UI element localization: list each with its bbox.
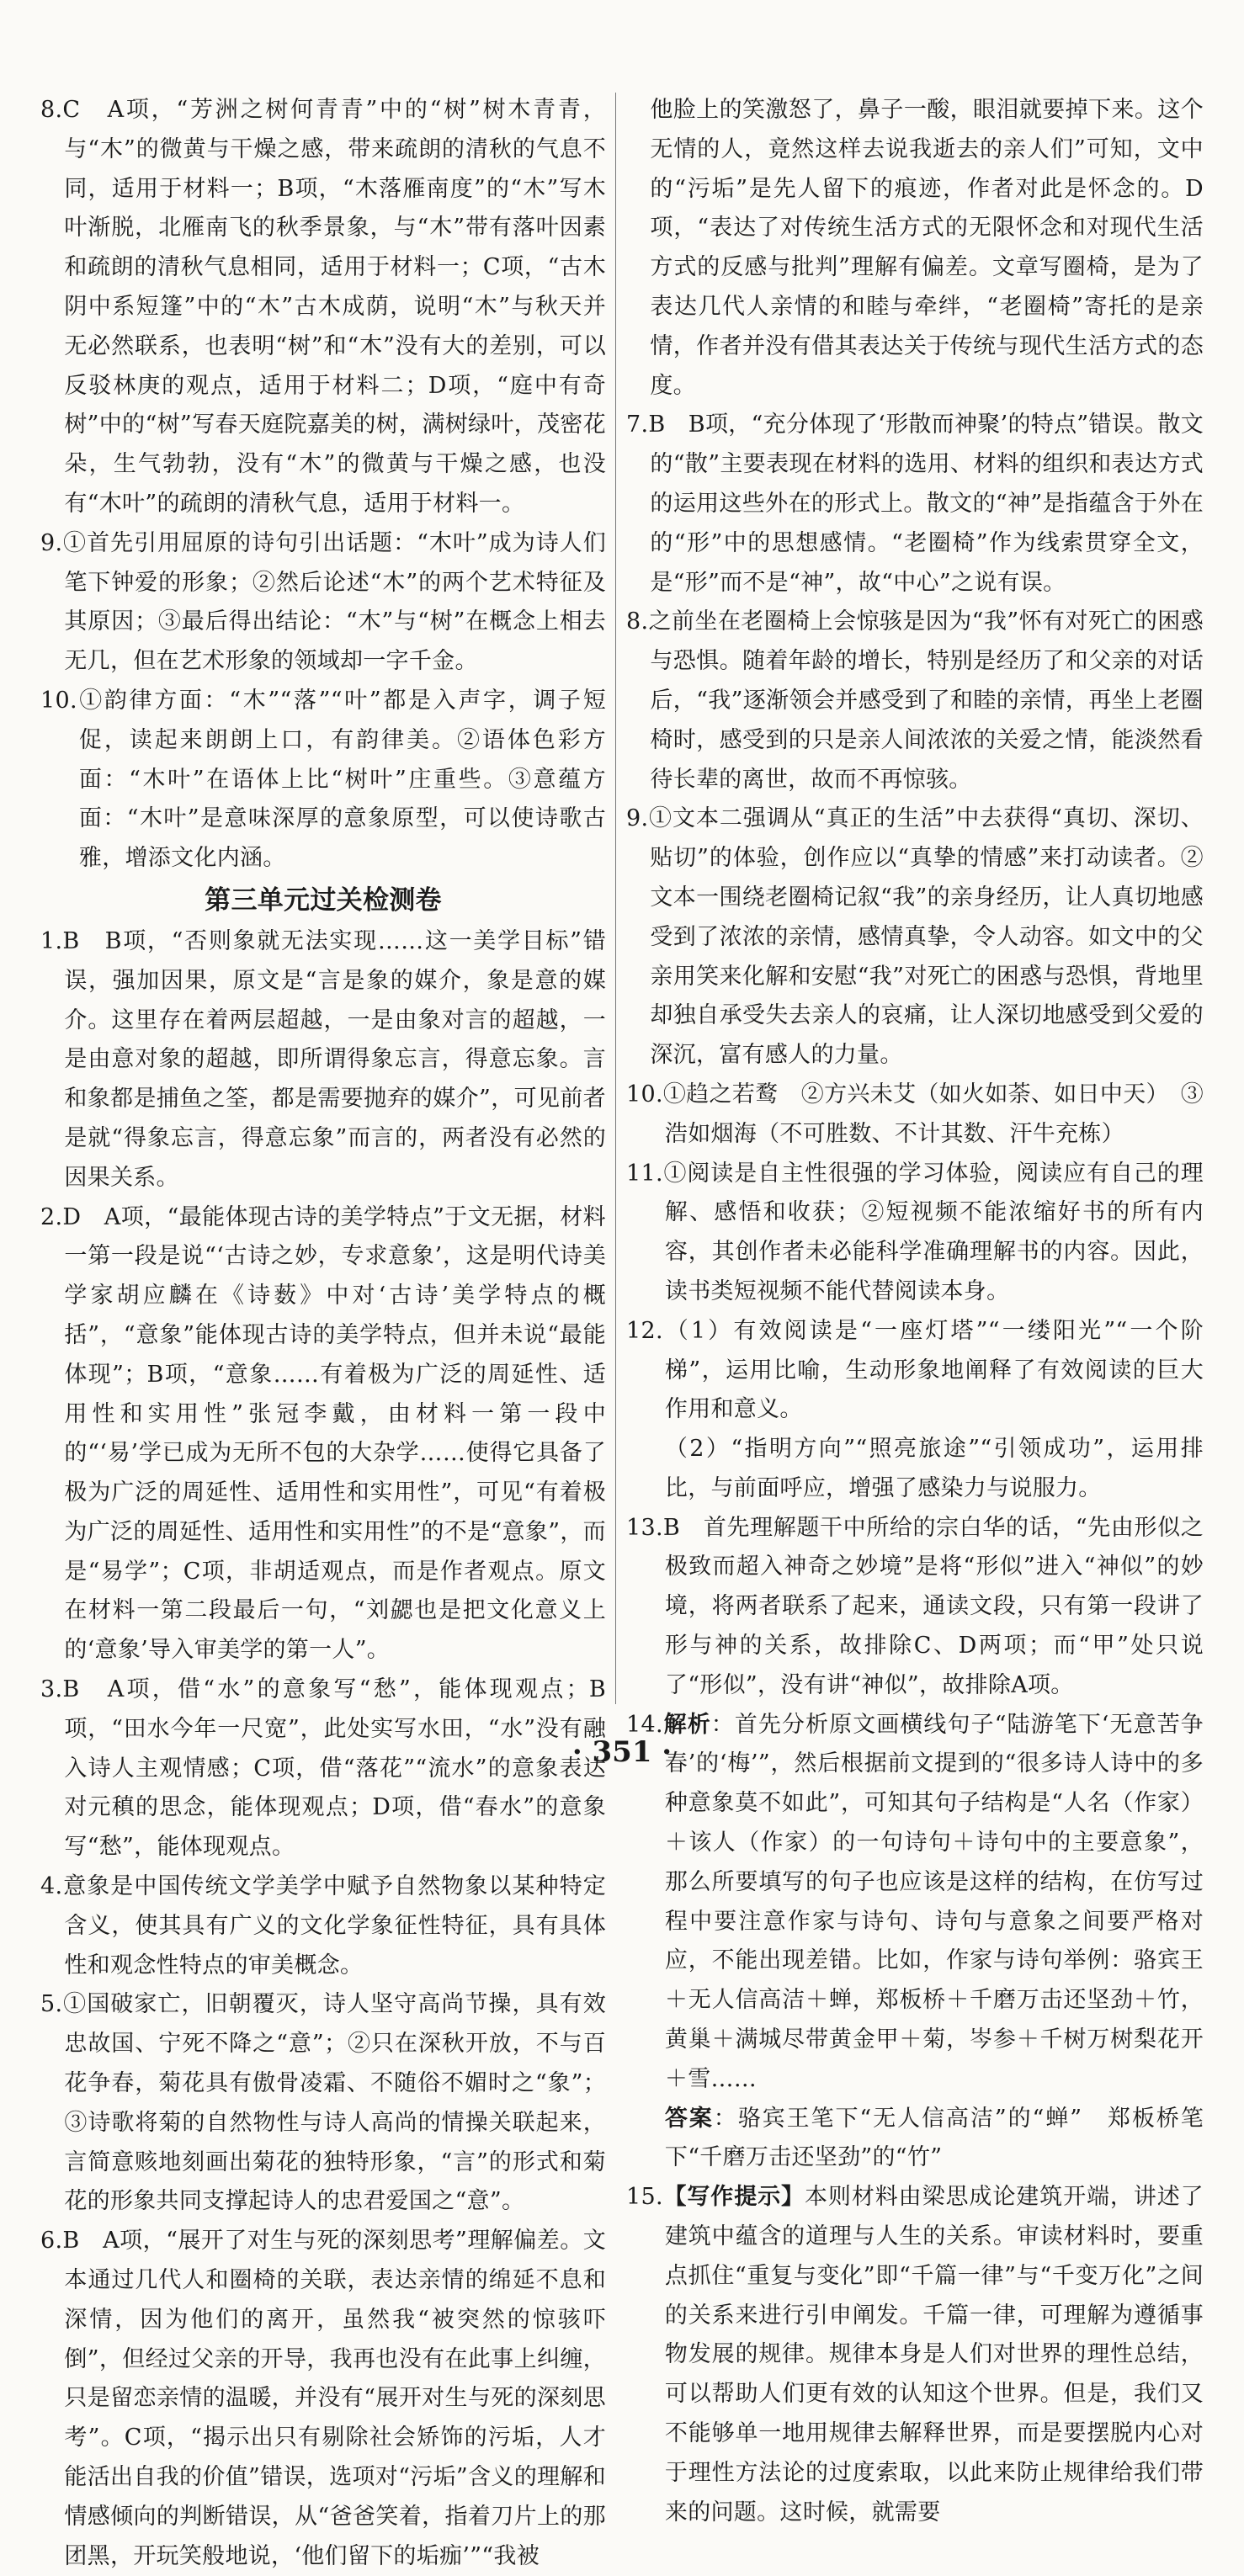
writing-tip-label: 【写作提示】 [662, 2184, 805, 2211]
unit3-answer-15 [626, 2178, 1204, 2532]
left-column [40, 91, 606, 2576]
unit3-answer-11: 11.①阅读是自主性很强的学习体验，阅读应有自己的理解、感悟和收获；②短视频不能浓缩好书的所有内容，其创作者未必能科学准确理解书的内容。因此，读书类短视频不能代替阅读本身。 [626, 1160, 1204, 1304]
writing-tip-text: 本则材料由梁思成论建筑开端，讲述了建筑中蕴含的道理与人生的关系。审读材料时，要重点抓住“重复与变化”即“千篇一律”与“千变万化”之间的关系来进行引申阐发。千篇一律，可理解为遵循事物发展的规律。规律本身是人们对世界的理性总结，可以帮助人们更有效的认知这个世界。但是，我们又不能够单一地用规律去解释世界，而是要摆脱内心对于理性方法论的过度索取，以此来防止规律给我们带来的问题。这时候，就需要 [664, 2184, 1204, 2526]
unit3-answer-14-answer [626, 2100, 1204, 2179]
analysis-text: ：首先分析原文画横线句子“陆游笔下‘无意苦争春’的‘梅’”，然后根据前文提到的“很多诗人诗中的多种意象莫不如此”，可知其句子结构是“人名（作家）＋该人（作家）的一句诗句＋诗句中的主要意象”，那么所要填写的句子也应该是这样的结构，在仿写过程中要注意作家与诗句、诗句与意象之间要严格对应，不能出现差错。比如，作家与诗句举例：骆宾王＋无人信高洁＋蝉，郑板桥＋千磨万击还坚劲＋竹，黄巢＋满城尽带黄金甲＋菊，岑参＋千树万树梨花开＋雪…… [664, 1711, 1204, 2092]
page-number: · 351 · [571, 1735, 673, 1769]
answer-text: ：骆宾王笔下“无人信高洁”的“蝉” 郑板桥笔下“千磨万击还坚劲”的“竹” [664, 2105, 1204, 2171]
unit3-answer-3: 3.B A项，借“水”的意象写“愁”，能体现观点；B项，“田水今年一尺宽”，此处实写水田，“水”没有融入诗人主观情感；C项，借“落花”“流水”的意象表达对元稹的思念，能体现观点；D项，借“春水”的意象写“愁”，能体现观点。 [40, 1676, 606, 1861]
answer-8: 8.C A项，“芳洲之树何青青”中的“树”树木青青，与“木”的微黄与干燥之感，带来疏朗的清秋的气息不同，适用于材料一；B项，“木落雁南度”的“木”写木叶渐脱，北雁南飞的秋季景象，与“木”带有落叶因素和疏朗的清秋气息相同，适用于材料一；C项，“古木阴中系短篷”中的“木”古木成荫，说明“木”与秋天并无必然联系，也表明“树”和“木”没有大的差别，可以反驳林庚的观点，适用于材料二；D项，“庭中有奇树”中的“树”写春天庭院嘉美的树，满树绿叶，茂密花朵，生气勃勃，没有“木”的微黄与干燥之感，也没有“木叶”的疏朗的清秋气息，适用于材料一。 [40, 97, 606, 517]
unit3-answer-7: 7.B B项，“充分体现了‘形散而神聚’的特点”错误。散文的“散”主要表现在材料的选用、材料的组织和表达方式的运用这些外在的形式上。散文的“神”是指蕴含于外在的“形”中的思想感情。“老圈椅”作为线索贯穿全文，是“形”而不是“神”，故“中心”之说有误。 [626, 412, 1204, 596]
analysis-label: 解析 [662, 1711, 711, 1738]
right-column [626, 91, 1204, 2532]
unit3-answer-13: 13.B 首先理解题干中所给的宗白华的话，“先由形似之极致而超入神奇之妙境”是将“形似”进入“神似”的妙境，将两者联系了起来，通读文段，只有第一段讲了形与神的关系，故排除C、D两项；而“甲”处只说了“形似”，没有讲“神似”，故排除A项。 [626, 1514, 1204, 1698]
unit3-answer-8: 8.之前坐在老圈椅上会惊骇是因为“我”怀有对死亡的困惑与恐惧。随着年龄的增长，特别是经历了和父亲的对话后，“我”逐渐领会并感受到了和睦的亲情，再坐上老圈椅时，感受到的只是亲人间浓浓的关爱之情，能淡然看待长辈的离世，故而不再惊骇。 [626, 608, 1204, 793]
section-title: 第三单元过关检测卷 [205, 884, 442, 916]
unit3-answer-10: 10.①趋之若鹜 ②方兴未艾（如火如荼、如日中天） ③浩如烟海（不可胜数、不计其数、汗牛充栋） [626, 1081, 1204, 1147]
column-divider [615, 93, 616, 1704]
answer-15-number: 15. [626, 2184, 663, 2211]
answer-10: 10.①韵律方面：“木”“落”“叶”都是入声字，调子短促，读起来朗朗上口，有韵律美。②语体色彩方面：“木叶”在语体上比“树叶”庄重些。③意蕴方面：“木叶”是意味深厚的意象原型，可以使诗歌古雅，增添文化内涵。 [40, 687, 606, 872]
unit3-answer-6: 6.B A项，“展开了对生与死的深刻思考”理解偏差。文本通过几代人和圈椅的关联，表达亲情的绵延不息和深情，因为他们的离开，虽然我“被突然的惊骇吓倒”，但经过父亲的开导，我再也没有在此事上纠缠，只是留恋亲情的温暖，并没有“展开对生与死的深刻思考”。C项，“揭示出只有剔除社会矫饰的污垢，人才能活出自我的价值”错误，选项对“污垢”含义的理解和情感倾向的判断错误，从“爸爸笑着，指着刀片上的那团黑，开玩笑般地说，‘他们留下的垢痂’”“我被 [40, 2228, 606, 2569]
unit3-answer-14: 14.解析：首先分析原文画横线句子“陆游笔下‘无意苦争春’的‘梅’”，然后根据前文提到的“很多诗人诗中的多种意象莫不如此”，可知其句子结构是“人名（作家）＋该人（作家）的一句诗句＋诗句中的主要意象”，那么所要填写的句子也应该是这样的结构，在仿写过程中要注意作家与诗句、诗句与意象之间要严格对应，不能出现差错。比如，作家与诗句举例：骆宾王＋无人信高洁＋蝉，郑板桥＋千磨万击还坚劲＋竹，黄巢＋满城尽带黄金甲＋菊，岑参＋千树万树梨花开＋雪…… [626, 1711, 1204, 2092]
answer-9: 9.①首先引用屈原的诗句引出话题：“木叶”成为诗人们笔下钟爱的形象；②然后论述“木”的两个艺术特征及其原因；③最后得出结论：“木”与“树”在概念上相去无几，但在艺术形象的领域却一字千金。 [40, 529, 606, 675]
unit3-answer-5: 5.①国破家亡，旧朝覆灭，诗人坚守高尚节操，具有效忠故国、宁死不降之“意”；②只在深秋开放，不与百花争春，菊花具有傲骨凌霜、不随俗不媚时之“象”；③诗歌将菊的自然物性与诗人高尚的情操关联起来，言简意赅地刻画出菊花的独特形象，“言”的形式和菊花的形象共同支撑起诗人的忠君爱国之“意”。 [40, 1991, 606, 2215]
unit3-answer-12-part2: （2）“指明方向”“照亮旅途”“引领成功”，运用排比，与前面呼应，增强了感染力与说服力。 [664, 1436, 1204, 1501]
unit3-answer-12-part1: 12.（1）有效阅读是“一座灯塔”“一缕阳光”“一个阶梯”，运用比喻，生动形象地阐释了有效阅读的巨大作用和意义。 [626, 1317, 1204, 1423]
unit3-answer-4: 4.意象是中国传统文学美学中赋予自然物象以某种特定含义，使其具有广义的文化学象征性特征，具有具体性和观念性特点的审美概念。 [40, 1873, 606, 1978]
unit3-answer-1: 1.B B项，“否则象就无法实现……这一美学目标”错误，强加因果，原文是“言是象的媒介，象是意的媒介。这里存在着两层超越，一是由象对言的超越，一是由意对象的超越，即所谓得象忘言，得意忘象。言和象都是捕鱼之筌，都是需要抛弃的媒介”，可见前者是就“得象忘言，得意忘象”而言的，两者没有必然的因果关系。 [40, 927, 606, 1191]
answer-label: 答案 [664, 2105, 714, 2132]
unit3-answer-6-continued: 他脸上的笑激怒了，鼻子一酸，眼泪就要掉下来。这个无情的人，竟然这样去说我逝去的亲人们”可知，文中的“污垢”是先人留下的痕迹，作者对此是怀念的。D项，“表达了对传统生活方式的无限怀念和对现代生活方式的反感与批判”理解有偏差。文章写圈椅，是为了表达几代人亲情的和睦与牵绊，“老圈椅”寄托的是亲情，作者并没有借其表达关于传统与现代生活方式的态度。 [650, 97, 1204, 399]
unit3-answer-9: 9.①文本二强调从“真正的生活”中去获得“真切、深切、贴切”的体验，创作应以“真挚的情感”来打动读者。②文本一围绕老圈椅记叙“我”的亲身经历，让人真切地感受到了浓浓的亲情，感情真挚，令人动容。如文中的父亲用笑来化解和安慰“我”对死亡的困惑与恐惧，背地里却独自承受失去亲人的哀痛，让人深切地感受到父爱的深沉，富有感人的力量。 [626, 805, 1204, 1069]
unit3-answer-2: 2.D A项，“最能体现古诗的美学特点”于文无据，材料一第一段是说“‘古诗之妙，专求意象’，这是明代诗美学家胡应麟在《诗薮》中对‘古诗’美学特点的概括”，“意象”能体现古诗的美学特点，但并未说“最能体现”；B项，“意象……有着极为广泛的周延性、适用性和实用性”张冠李戴，由材料一第一段中的“‘易’学已成为无所不包的大杂学……使得它具备了极为广泛的周延性、适用性和实用性”，可见“有着极为广泛的周延性、适用性和实用性”的不是“意象”，而是“易学”；C项，非胡适观点，而是作者观点。原文在材料一第二段最后一句，“刘勰也是把文化意义上的‘意象’导入审美学的第一人”。 [40, 1203, 606, 1664]
